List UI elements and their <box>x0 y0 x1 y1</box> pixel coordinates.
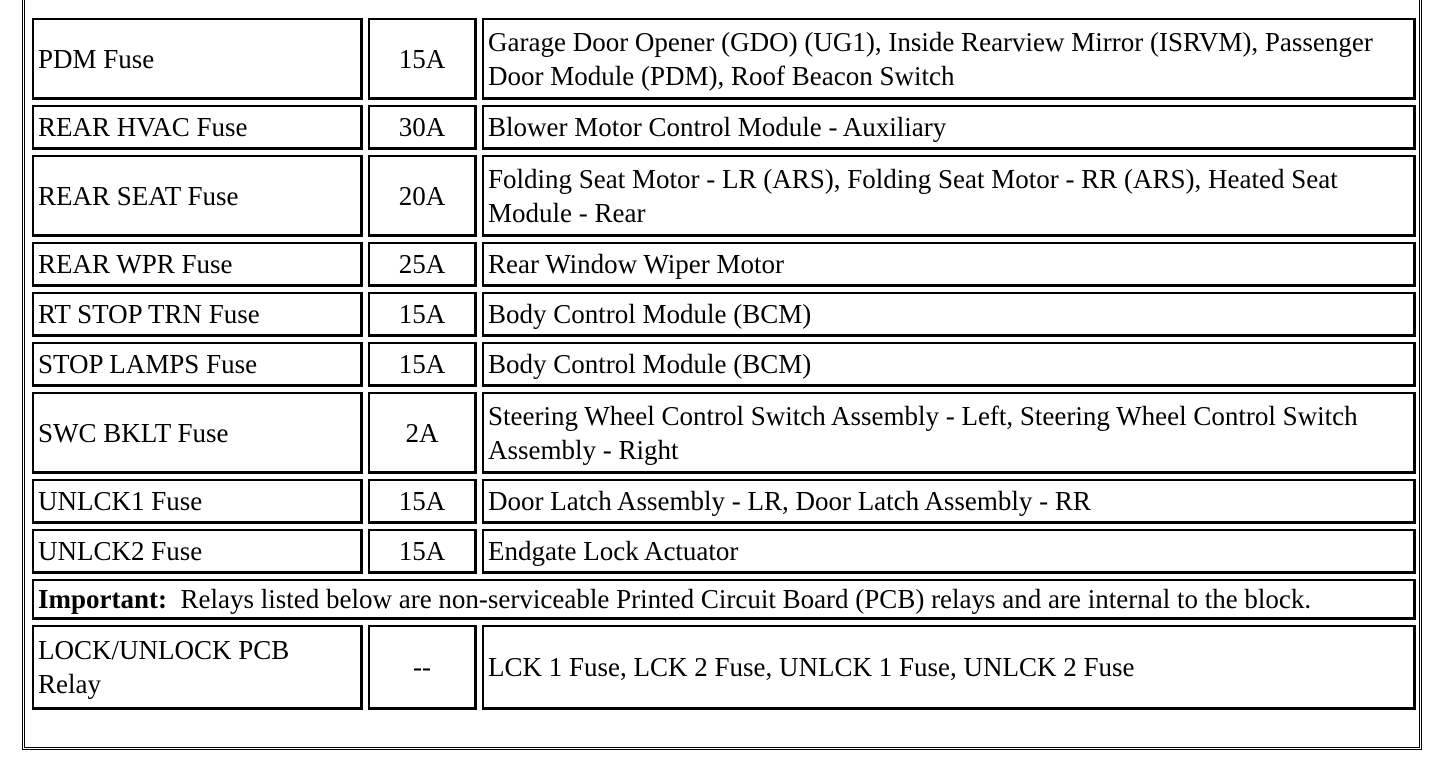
fuse-rating-cell: 2A <box>368 392 477 474</box>
fuse-name-cell: REAR SEAT Fuse <box>32 155 363 237</box>
table-row <box>32 105 1416 150</box>
table-row <box>32 392 1416 474</box>
fuse-rating-cell: 25A <box>368 242 477 287</box>
note-row <box>32 579 1416 620</box>
fuse-name-cell: REAR WPR Fuse <box>32 242 363 287</box>
fuse-name-cell: UNLCK2 Fuse <box>32 529 363 574</box>
table-row <box>32 292 1416 337</box>
note-label: Important: <box>38 584 167 614</box>
table-row <box>32 342 1416 387</box>
table-row <box>32 242 1416 287</box>
fuse-rating-cell: 15A <box>368 479 477 524</box>
fuse-rating-cell: 30A <box>368 105 477 150</box>
circuit-description-cell: Body Control Module (BCM) <box>482 342 1416 387</box>
fuse-name-cell: SWC BKLT Fuse <box>32 392 363 474</box>
fuse-name-cell: PDM Fuse <box>32 18 363 100</box>
table-row <box>32 529 1416 574</box>
note-text: Relays listed below are non-serviceable Printed Circuit Board (PCB) relays and are internal to the block. <box>180 584 1312 614</box>
table-row <box>32 155 1416 237</box>
circuit-description-cell: Body Control Module (BCM) <box>482 292 1416 337</box>
circuit-description-cell: Door Latch Assembly - LR, Door Latch Assembly - RR <box>482 479 1416 524</box>
fuse-table <box>27 13 1421 715</box>
circuit-description-cell: Rear Window Wiper Motor <box>482 242 1416 287</box>
table-row <box>32 479 1416 524</box>
fuse-name-cell: REAR HVAC Fuse <box>32 105 363 150</box>
fuse-rating-cell: 15A <box>368 18 477 100</box>
relay-circuits-cell: LCK 1 Fuse, LCK 2 Fuse, UNLCK 1 Fuse, UNLCK 2 Fuse <box>482 625 1416 710</box>
circuit-description-cell: Endgate Lock Actuator <box>482 529 1416 574</box>
relay-rating-cell: -- <box>368 625 477 710</box>
table-row <box>32 18 1416 100</box>
fuse-name-cell: STOP LAMPS Fuse <box>32 342 363 387</box>
fuse-rating-cell: 15A <box>368 342 477 387</box>
circuit-description-cell: Folding Seat Motor - LR (ARS), Folding Seat Motor - RR (ARS), Heated Seat Module - Rear <box>482 155 1416 237</box>
circuit-description-cell: Blower Motor Control Module - Auxiliary <box>482 105 1416 150</box>
important-note <box>32 579 1416 620</box>
relay-row <box>32 625 1416 710</box>
fuse-rating-cell: 15A <box>368 529 477 574</box>
circuit-description-cell: Garage Door Opener (GDO) (UG1), Inside Rearview Mirror (ISRVM), Passenger Door Module (PDM), Roof Beacon Switch <box>482 18 1416 100</box>
fuse-name-cell: RT STOP TRN Fuse <box>32 292 363 337</box>
fuse-name-cell: UNLCK1 Fuse <box>32 479 363 524</box>
fuse-rating-cell: 20A <box>368 155 477 237</box>
circuit-description-cell: Steering Wheel Control Switch Assembly - Left, Steering Wheel Control Switch Assembly - Right <box>482 392 1416 474</box>
relay-name-cell: LOCK/UNLOCK PCB Relay <box>32 625 363 710</box>
fuse-rating-cell: 15A <box>368 292 477 337</box>
